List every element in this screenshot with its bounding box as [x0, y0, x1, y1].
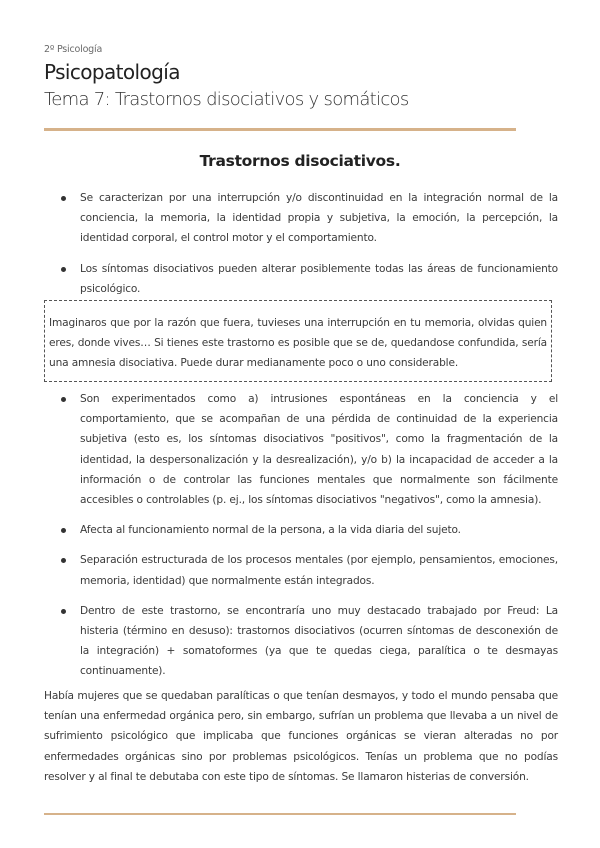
list-item: Se caracterizan por una interrupción y/o discontinuidad en la integración normal de la conciencia, la memoria, la identidad propia y subjetiva, la emoción, la percepción, la identidad corporal, el control motor y el comportamiento.	[44, 188, 558, 249]
list-item: Separación estructurada de los procesos mentales (por ejemplo, pensamientos, emociones, memoria, identidad) que normalmente están integrados.	[44, 550, 558, 590]
section-heading: Trastornos disociativos.	[199, 152, 401, 170]
course-label: 2º Psicología	[44, 44, 103, 55]
note-text: Imaginaros que por la razón que fuera, tuvieses una interrupción en tu memoria, olvidas quien eres, donde vives… Si tienes este trastorno es posible que se de, quedandose confundida, sería una amnesia disociativa. Puede durar medianamente poco o uno considerable.	[49, 317, 547, 370]
list-item: Dentro de este trastorno, se encontraría uno muy destacado trabajado por Freud: La histeria (término en desuso): trastornos disociativos (ocurren síntomas de desconexión de la integración) + somatoformes (ya que te quedas ciega, paralítica o te desmayas continuamente).	[44, 601, 558, 682]
list-item: Los síntomas disociativos pueden alterar posiblemente todas las áreas de funcionamiento psicológico.	[44, 259, 558, 299]
topic-title: Tema 7: Trastornos disociativos y somáticos	[44, 89, 409, 110]
subject-title: Psicopatología	[44, 60, 180, 84]
bullet-list-intro	[44, 188, 558, 309]
note-box	[44, 300, 552, 382]
footer-divider	[44, 813, 516, 815]
list-item: Son experimentados como a) intrusiones espontáneas en la conciencia y el comportamiento, que se acompañan de una pérdida de continuidad de la experiencia subjetiva (esto es, los síntomas disociativos "positivos", como la fragmentación de la identidad, la despersonalización y la desrealización), y/o b) la incapacidad de acceder a la información o de controlar las funciones mentales que normalmente son fácilmente accesibles o controlables (p. ej., los síntomas disociativos "negativos", como la amnesia).	[44, 389, 558, 510]
body-paragraph: Había mujeres que se quedaban paralíticas o que tenían desmayos, y todo el mundo pensaba que tenían una enfermedad orgánica pero, sin embargo, sufrían un problema que llevaba a un nivel de sufrimiento psicológico que implicaba que funciones orgánicas se vieran alteradas no por enfermedades orgánicas sino por problemas psicológicos. Tenías un problema que no podías resolver y al final te debutaba con este tipo de síntomas. Se llamaron histerias de conversión.	[44, 690, 558, 783]
list-item: Afecta al funcionamiento normal de la persona, a la vida diaria del sujeto.	[44, 520, 558, 540]
bullet-list-details	[44, 389, 558, 692]
header-divider	[44, 128, 516, 131]
